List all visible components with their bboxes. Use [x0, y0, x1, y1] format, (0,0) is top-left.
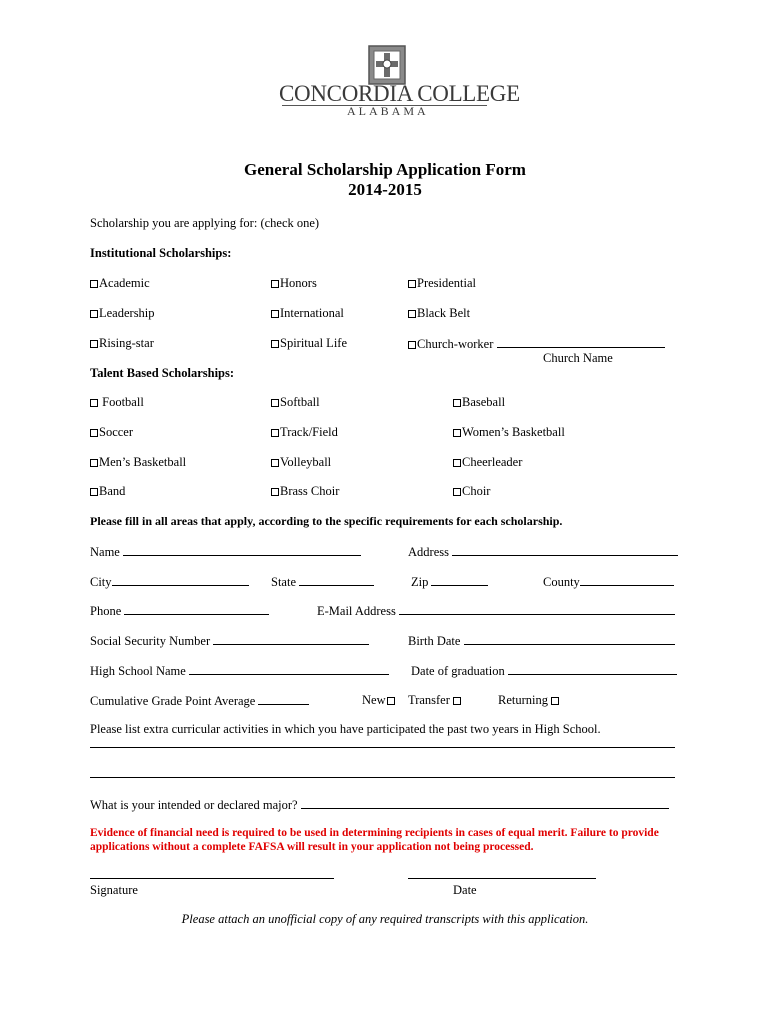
checkbox-icon[interactable] — [408, 280, 416, 288]
checkbox-icon[interactable] — [408, 310, 416, 318]
option-label: Choir — [462, 484, 491, 498]
option-label: International — [280, 306, 344, 320]
checkbox-icon[interactable] — [90, 459, 98, 467]
name-field[interactable] — [123, 544, 361, 556]
checkbox-icon[interactable] — [90, 429, 98, 437]
option-label: Track/Field — [280, 425, 338, 439]
fill-instruction: Please fill in all areas that apply, according to the specific requirements for each scholarship. — [90, 514, 563, 528]
checkbox-icon[interactable] — [453, 429, 461, 437]
logo-subtitle: ALABAMA — [347, 104, 429, 118]
grad-date-label: Date of graduation — [411, 664, 505, 678]
county-field[interactable] — [580, 574, 674, 586]
phone-row — [90, 603, 269, 619]
checkbox-icon[interactable] — [90, 399, 98, 407]
birth-date-field[interactable] — [464, 633, 675, 645]
option-cheerleader[interactable] — [453, 455, 522, 470]
church-name-field[interactable] — [497, 336, 665, 348]
option-label: Spiritual Life — [280, 336, 347, 350]
city-field[interactable] — [112, 574, 249, 586]
form-year: 2014-2015 — [348, 180, 422, 199]
option-church-worker[interactable] — [408, 336, 665, 352]
option-returning[interactable] — [498, 693, 560, 708]
talent-heading: Talent Based Scholarships: — [90, 366, 235, 380]
activities-field-line-1[interactable] — [90, 747, 675, 748]
option-label: Presidential — [417, 276, 477, 290]
option-rising-star[interactable] — [90, 336, 154, 351]
option-brass-choir[interactable] — [271, 484, 339, 499]
checkbox-icon[interactable] — [271, 399, 279, 407]
birth-date-label: Birth Date — [408, 634, 461, 648]
checkbox-icon[interactable] — [271, 459, 279, 467]
option-transfer[interactable] — [408, 693, 462, 708]
checkbox-icon[interactable] — [408, 341, 416, 349]
transfer-label: Transfer — [408, 693, 450, 707]
city-label: City — [90, 575, 112, 589]
phone-label: Phone — [90, 604, 122, 618]
checkbox-icon[interactable] — [453, 399, 461, 407]
option-womens-basketball[interactable] — [453, 425, 565, 440]
checkbox-icon[interactable] — [271, 488, 279, 496]
checkbox-icon[interactable] — [90, 310, 98, 318]
high-school-label: High School Name — [90, 664, 186, 678]
checkbox-icon[interactable] — [90, 488, 98, 496]
option-label: Women’s Basketball — [462, 425, 565, 439]
phone-field[interactable] — [124, 603, 269, 615]
form-title: General Scholarship Application Form — [244, 160, 526, 179]
grad-date-row — [411, 663, 677, 679]
date-field[interactable] — [408, 878, 596, 879]
activities-field-line-2[interactable] — [90, 777, 675, 778]
grad-date-field[interactable] — [508, 663, 677, 675]
ssn-field[interactable] — [213, 633, 369, 645]
option-soccer[interactable] — [90, 425, 133, 440]
checkbox-icon[interactable] — [271, 429, 279, 437]
option-mens-basketball[interactable] — [90, 455, 186, 470]
activities-prompt: Please list extra curricular activities in which you have participated the past two years in High School. — [90, 722, 601, 736]
option-label: Academic — [99, 276, 150, 290]
date-label: Date — [453, 883, 477, 897]
logo-college-name: CONCORDIA COLLEGE — [279, 81, 520, 106]
checkbox-icon[interactable] — [271, 280, 279, 288]
option-label: Softball — [280, 395, 320, 409]
zip-field[interactable] — [431, 574, 488, 586]
birth-date-row — [408, 633, 675, 649]
name-row — [90, 544, 361, 560]
checkbox-icon[interactable] — [271, 310, 279, 318]
new-label: New — [362, 693, 386, 707]
checkbox-icon[interactable] — [551, 697, 559, 705]
major-field[interactable] — [301, 797, 669, 809]
option-honors[interactable] — [271, 276, 317, 291]
high-school-field[interactable] — [189, 663, 389, 675]
option-baseball[interactable] — [453, 395, 505, 410]
financial-need-notice: Evidence of financial need is required to be used in determining recipients in cases of equal merit. Failure to provide applications without a complete FAFSA will result in your application not being processed. — [90, 827, 659, 853]
zip-label: Zip — [411, 575, 429, 589]
name-label: Name — [90, 545, 120, 559]
state-row — [271, 574, 374, 590]
address-row — [408, 544, 678, 560]
option-label: Cheerleader — [462, 455, 523, 469]
transcripts-note: Please attach an unofficial copy of any required transcripts with this application. — [181, 912, 589, 926]
option-presidential[interactable] — [408, 276, 476, 291]
major-label: What is your intended or declared major? — [90, 798, 298, 812]
ssn-row — [90, 633, 369, 649]
option-label: Brass Choir — [280, 484, 340, 498]
option-label: Volleyball — [280, 455, 332, 469]
address-field[interactable] — [452, 544, 678, 556]
church-name-caption: Church Name — [543, 351, 613, 365]
option-new[interactable] — [362, 693, 396, 708]
option-label: Honors — [280, 276, 317, 290]
gpa-field[interactable] — [258, 693, 309, 705]
option-international[interactable] — [271, 306, 344, 321]
option-label: Football — [102, 395, 144, 409]
option-label: Church-worker — [417, 337, 494, 351]
city-row — [90, 574, 249, 590]
checkbox-icon[interactable] — [453, 488, 461, 496]
state-field[interactable] — [299, 574, 374, 586]
check-one-instruction: Scholarship you are applying for: (check one) — [90, 216, 320, 230]
institutional-heading: Institutional Scholarships: — [90, 246, 232, 260]
option-band[interactable] — [90, 484, 125, 499]
gpa-row — [90, 693, 309, 709]
state-label: State — [271, 575, 296, 589]
option-label: Men’s Basketball — [99, 455, 187, 469]
option-label: Soccer — [99, 425, 134, 439]
option-leadership[interactable] — [90, 306, 155, 321]
option-label: Leadership — [99, 306, 155, 320]
option-academic[interactable] — [90, 276, 150, 291]
email-label: E-Mail Address — [317, 604, 396, 618]
checkbox-icon[interactable] — [90, 280, 98, 288]
major-row — [90, 797, 669, 813]
option-label: Band — [99, 484, 126, 498]
option-label: Black Belt — [417, 306, 471, 320]
high-school-row — [90, 663, 389, 679]
option-football[interactable] — [90, 395, 144, 410]
ssn-label: Social Security Number — [90, 634, 211, 648]
option-label: Baseball — [462, 395, 506, 409]
zip-row — [411, 574, 488, 590]
gpa-label: Cumulative Grade Point Average — [90, 694, 256, 708]
county-row — [543, 574, 674, 590]
checkbox-icon[interactable] — [271, 340, 279, 348]
option-choir[interactable] — [453, 484, 490, 499]
address-label: Address — [408, 545, 449, 559]
checkbox-icon[interactable] — [387, 697, 395, 705]
option-track-field[interactable] — [271, 425, 338, 440]
returning-label: Returning — [498, 693, 548, 707]
checkbox-icon[interactable] — [90, 340, 98, 348]
checkbox-icon[interactable] — [453, 459, 461, 467]
option-spiritual-life[interactable] — [271, 336, 347, 351]
email-field[interactable] — [399, 603, 675, 615]
checkbox-icon[interactable] — [453, 697, 461, 705]
signature-label: Signature — [90, 883, 138, 897]
option-black-belt[interactable] — [408, 306, 470, 321]
email-row — [317, 603, 675, 619]
signature-field[interactable] — [90, 878, 334, 879]
college-seal-icon — [367, 44, 407, 86]
option-volleyball[interactable] — [271, 455, 331, 470]
option-softball[interactable] — [271, 395, 320, 410]
county-label: County — [543, 575, 580, 589]
option-label: Rising-star — [99, 336, 154, 350]
